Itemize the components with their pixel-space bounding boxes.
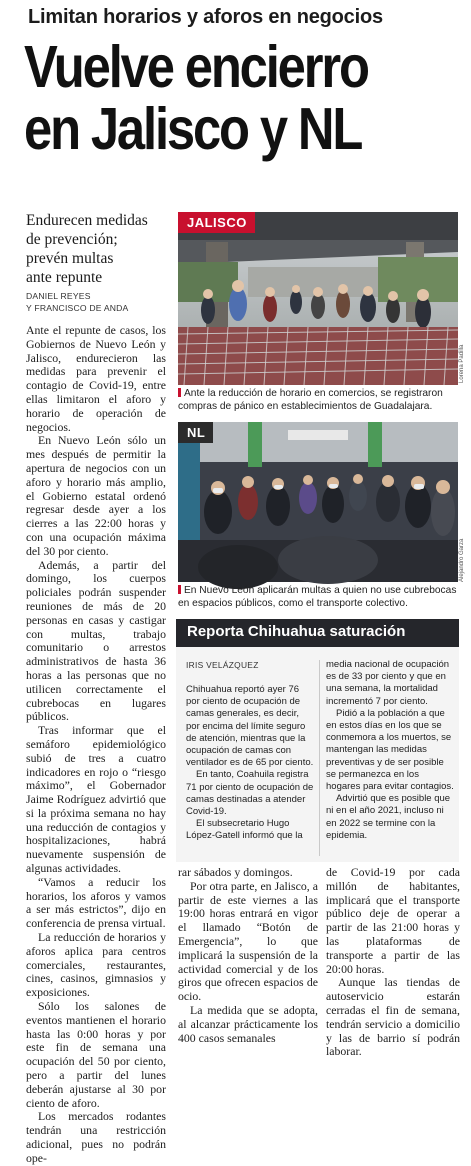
paragraph: La medida que se adopta, al alcanzar prácticamente los 400 casos semanales [178, 1002, 318, 1045]
paragraph: Chihuahua reportó ayer 76 por ciento de ocupación de camas generales, es decir, por encima del límite seguro de atención, mientras que la ocupación de camas con ventilador es de 65 por ciento. [186, 684, 314, 769]
photo-caption [178, 585, 458, 610]
byline-line-1: DANIEL REYES [26, 291, 91, 301]
sidebar-divider [319, 660, 320, 856]
body-column-left [26, 323, 166, 1165]
byline-line-2: Y FRANCISCO DE ANDA [26, 303, 129, 313]
headline-line-1: Vuelve encierro [24, 34, 368, 100]
paragraph: En tanto, Coahuila registra 71 por ciento de ocupación de camas destinadas a atender Covid-19. [186, 769, 314, 818]
deck-line-4: ante repunte [26, 269, 103, 286]
paragraph: Los mercados rodantes tendrán una restricción adicional, pues no podrán ope- [26, 1109, 166, 1165]
paragraph: El subsecretario Hugo López-Gatell informó que la [186, 818, 303, 842]
paragraph: Pidió a la población a que en estos días en los que se conmemora a los muertos, se mantengan las medidas preventivas y de ser posible se permanezca en los hogares para evitar contagios. [326, 707, 454, 793]
sidebar-column-left [186, 684, 314, 858]
paragraph: Sólo los salones de eventos mantienen el horario hasta las 0:00 horas y por este fin de semana una ocupación del 50 por ciento, pero a partir del lunes deberán ajustarse al 30 por ciento de aforo. [26, 999, 166, 1110]
sidebar-byline: IRIS VELÁZQUEZ [186, 660, 259, 670]
paragraph: media nacional de ocupación es de 33 por ciento y que en una semana, la mortalidad incrementó 7 por ciento. [326, 659, 450, 707]
deck [26, 211, 176, 287]
photo-caption [178, 388, 458, 413]
body-column-right [326, 865, 460, 1059]
caption-mark [178, 585, 181, 594]
sidebar-title: Reporta Chihuahua saturación [187, 623, 406, 640]
photo-credit: Lorena Padilla [459, 344, 465, 383]
photo-nl [178, 422, 458, 582]
paragraph: rar sábados y domingos. [178, 865, 293, 879]
paragraph: “Vamos a reducir los horarios, los aforos y vamos a ser más estrictos”, dijo en conferencia de prensa virtual. [26, 874, 166, 931]
byline [26, 290, 176, 314]
caption-mark [178, 388, 181, 397]
paragraph: de Covid-19 por cada millón de habitantes, implicará que el transporte público deje de operar a partir de las 21:00 horas y las plataformas de transporte a partir de las 20:00 horas. [326, 865, 460, 976]
photo-jalisco [178, 212, 458, 385]
photo-jalisco-image [178, 212, 458, 385]
body-column-middle [178, 865, 318, 1045]
paragraph: La reducción de horarios y aforos aplica para centros comerciales, restaurantes, cines, casinos, gimnasios y exposiciones. [26, 930, 166, 1000]
kicker: Limitan horarios y aforos en negocios [28, 6, 383, 28]
photo-caption-text: En Nuevo León aplicarán multas a quien no use cubrebocas en espacios públicos, como el transporte colectivo. [178, 585, 457, 609]
deck-line-3: prevén multas [26, 250, 114, 267]
headline-line-2: en Jalisco y NL [24, 96, 362, 162]
deck-line-2: de prevención; [26, 231, 118, 248]
photo-nl-image [178, 422, 458, 582]
paragraph: Por otra parte, en Jalisco, a partir de este viernes a las 19:00 horas entrará en vigor el llamado “Botón de Emergencia”, lo que implicará la suspensión de la actividad comercial y de los giros que ofrecen espacios de ocio. [178, 878, 318, 1004]
headline [24, 36, 402, 160]
deck-line-1: Endurecen medidas [26, 212, 148, 229]
photo-label-nl: NL [178, 422, 213, 443]
paragraph: Ante el repunte de casos, los Gobiernos de Nuevo León y Jalisco, endurecieron las medidas para prevenir el contagio de Covid-19, entre ellas limitaron el aforo y horario de operación de negocios. [26, 323, 166, 434]
photo-credit: Alejandro Garza [459, 538, 465, 582]
paragraph: Advirtió que es posible que ni en el año 2021, incluso ni en 2022 se termine con la epidemia. [326, 793, 451, 841]
photo-label-jalisco: JALISCO [178, 212, 255, 233]
paragraph: Además, a partir del domingo, los cuerpos policiales podrán suspender reuniones de más de 20 personas en casas y castigar con multas, trabajo comunitario o arrestos administrativos de hasta 36 horas a las personas que no utilicen correctamente el cubrebocas en lugares públicos. [26, 557, 166, 724]
paragraph: Aunque las tiendas de autoservicio estarán cerradas el fin de semana, tendrán servicio a domicilio y las de barrio sí podrán laborar. [326, 975, 460, 1059]
sidebar-column-right [326, 659, 454, 859]
paragraph: En Nuevo León sólo un mes después de permitir la apertura de negocios con un aforo y horario más amplio, el Gobierno estatal ordenó regresar desde ayer a los cierres a las 22:00 horas y con una ocupación máxima del 30 por ciento. [26, 433, 166, 558]
photo-caption-text: Ante la reducción de horario en comercios, se registraron compras de pánico en establecimientos de Guadalajara. [178, 388, 443, 412]
paragraph: Tras informar que el semáforo epidemiológico subió de tres a cuatro indicadores en rojo o “riesgo máximo”, el Gobernador Jaime Rodríguez advirtió que si la próxima semana no hay una reducción de contagios y hospitalizaciones, habrá nuevamente suspensión de algunas actividades. [26, 723, 166, 876]
